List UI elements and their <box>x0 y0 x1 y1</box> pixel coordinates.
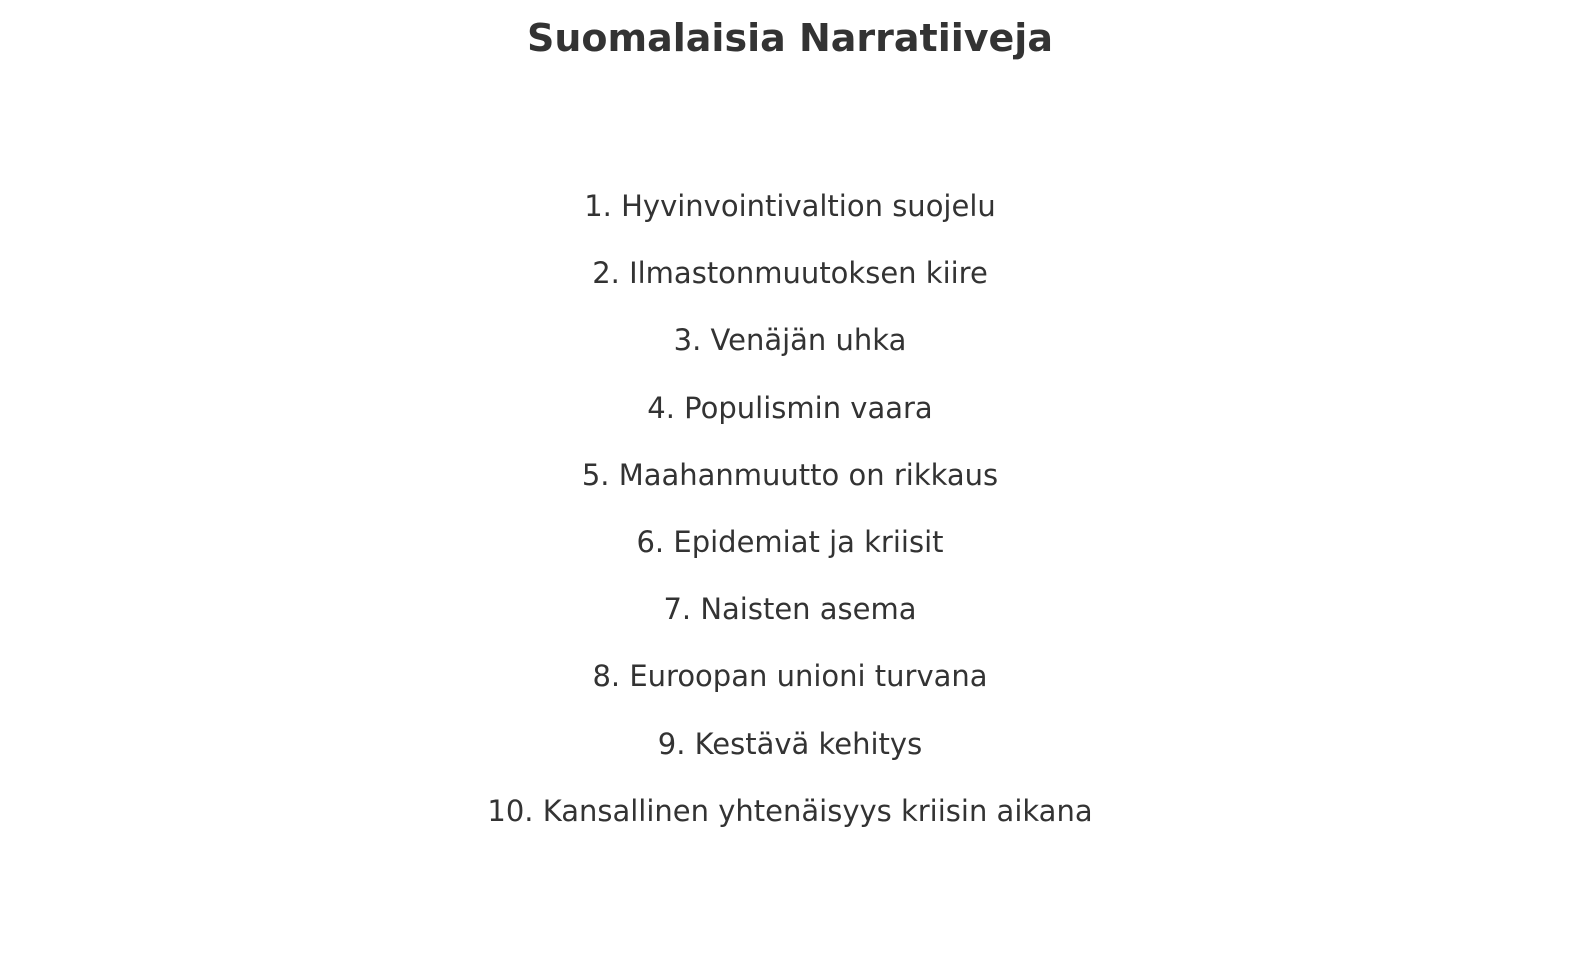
list-item: 7. Naisten asema <box>663 592 917 627</box>
list-item: 6. Epidemiat ja kriisit <box>636 524 944 559</box>
list-item: 5. Maahanmuutto on rikkaus <box>581 457 999 492</box>
list-item: 8. Euroopan unioni turvana <box>592 659 988 694</box>
narrative-list <box>0 186 1580 858</box>
page-title: Suomalaisia Narratiiveja <box>527 16 1053 60</box>
list-item: 4. Populismin vaara <box>647 390 933 425</box>
list-item: 9. Kestävä kehitys <box>657 726 923 761</box>
list-item: 1. Hyvinvointivaltion suojelu <box>584 189 996 223</box>
list-item: 2. Ilmastonmuutoksen kiire <box>592 256 988 291</box>
list-item: 3. Venäjän uhka <box>673 323 907 358</box>
list-item: 10. Kansallinen yhtenäisyys kriisin aikana <box>487 793 1093 828</box>
